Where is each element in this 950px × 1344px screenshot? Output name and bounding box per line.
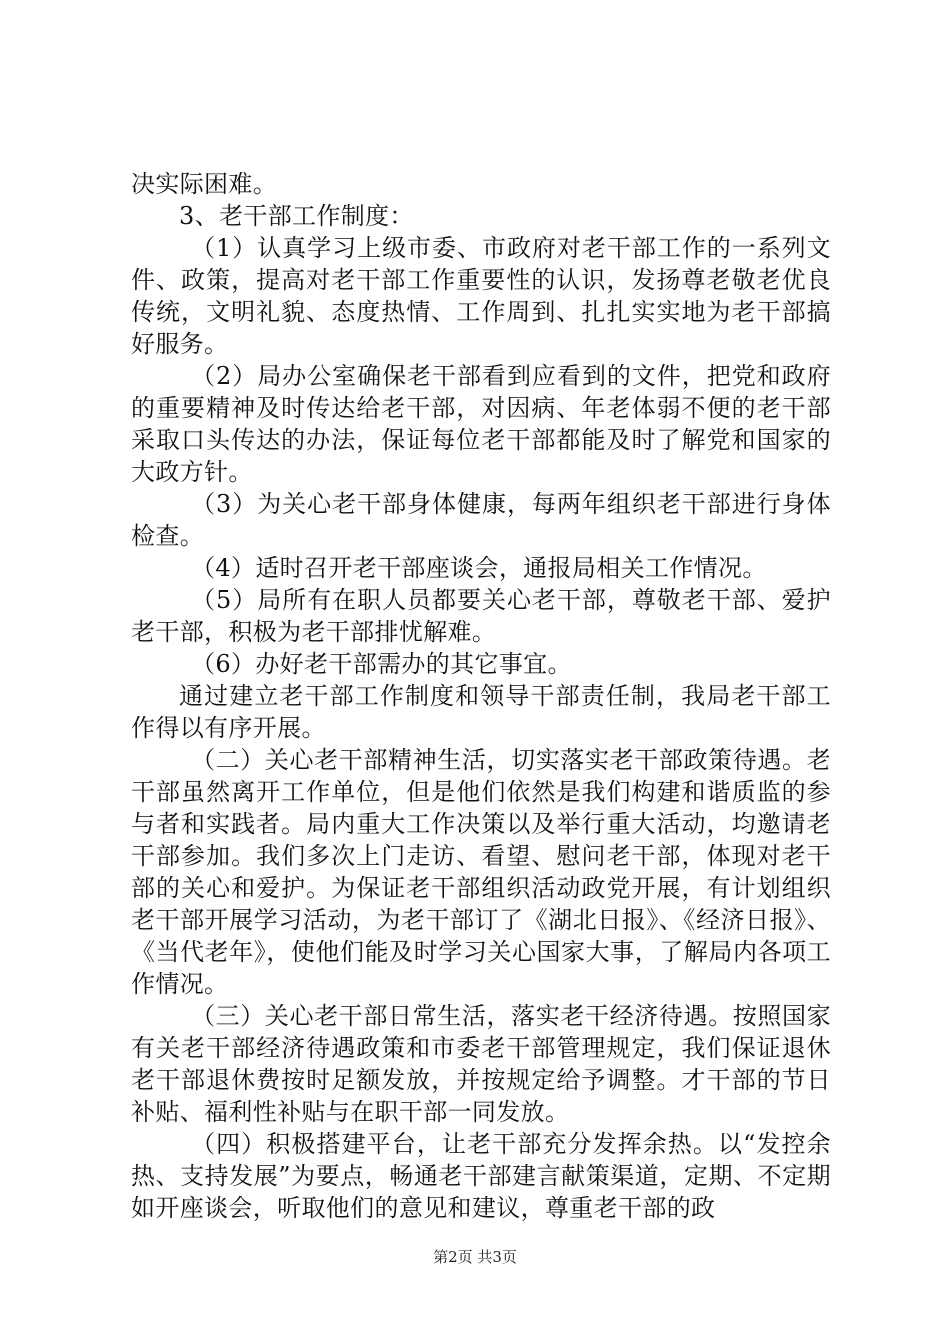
section-heading-system: 3、老干部工作制度： [179,202,414,230]
document-body [131,168,831,1224]
paragraph-item-5: （5）局所有在职人员都要关心老干部，尊敬老干部、爱护老干部，积极为老干部排忧解难。 [131,586,831,646]
paragraph-item-4: （4）适时召开老干部座谈会，通报局相关工作情况。 [191,554,767,582]
paragraph-summary: 通过建立老干部工作制度和领导干部责任制，我局老干部工作得以有序开展。 [131,682,831,742]
paragraph-item-2: （2）局办公室确保老干部看到应看到的文件，把党和政府的重要精神及时传达给老干部，对因病、年老体弱不便的老干部采取口头传达的办法，保证每位老干部都能及时了解党和国家的大政方针。 [131,362,831,486]
paragraph-item-1: （1）认真学习上级市委、市政府对老干部工作的一系列文件、政策，提高对老干部工作重要性的认识，发扬尊老敬老优良传统，文明礼貌、态度热情、工作周到、扎扎实实地为老干部搞好服务。 [131,234,831,358]
paragraph-section-3: （三）关心老干部日常生活，落实老干经济待遇。按照国家有关老干部经济待遇政策和市委老干部管理规定，我们保证退休老干部退休费按时足额发放，并按规定给予调整。才干部的节日补贴、福利性补贴与在职干部一同发放。 [131,1002,831,1126]
paragraph-section-4: （四）积极搭建平台，让老干部充分发挥余热。以“发控余热、支持发展”为要点，畅通老干部建言献策渠道，定期、不定期如开座谈会，听取他们的意见和建议，尊重老干部的政 [131,1130,831,1222]
paragraph-item-6: （6）办好老干部需办的其它事宜。 [191,650,572,678]
paragraph-section-2: （二）关心老干部精神生活，切实落实老干部政策待遇。老干部虽然离开工作单位，但是他们依然是我们构建和谐质监的参与者和实践者。局内重大工作决策以及举行重大活动，均邀请老干部参加。我们多次上门走访、看望、慰问老干部，体现对老干部的关心和爱护。为保证老干部组织活动政党开展，有计划组织老干部开展学习活动，为老干部订了《湖北日报》、《经济日报》、《当代老年》，使他们能及时学习关心国家大事，了解局内各项工作情况。 [131,746,831,998]
paragraph-item-3: （3）为关心老干部身体健康，每两年组织老干部进行身体检查。 [131,490,831,550]
paragraph-continuation: 决实际困难。 [131,170,278,198]
page-footer: 第2页 共3页 [433,1248,517,1266]
